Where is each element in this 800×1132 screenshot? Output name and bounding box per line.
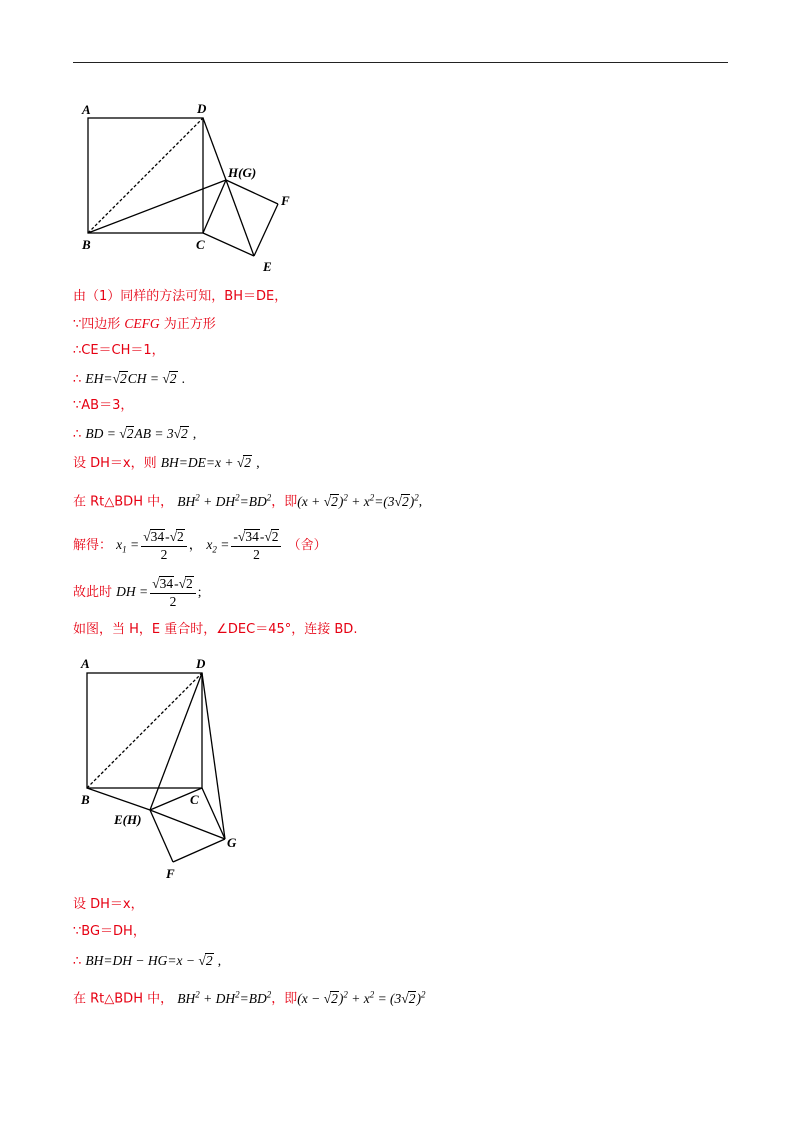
fraction-x1: $\frac{√34-√2}{2}$	[141, 528, 187, 563]
line-5-text: ∵AB＝3，	[73, 398, 134, 413]
figure-1-square-diagram	[70, 95, 310, 280]
line-14: ∴ BH=DH − HG=x − √2 ,	[73, 953, 222, 969]
line-12	[73, 897, 144, 913]
line-9-prefix: 解得：	[73, 538, 113, 553]
line-15	[73, 986, 425, 1008]
line-2-var: CEFG	[124, 316, 160, 331]
formula-x1: $x_1$ =	[116, 537, 140, 555]
formula-bh-de: BH=DE=x + √2	[160, 455, 252, 470]
line-1	[73, 289, 287, 305]
line-8-mid: ，即	[271, 494, 298, 510]
header-rule	[73, 62, 728, 63]
line-3-text: ∴CE＝CH＝1，	[73, 343, 165, 358]
line-2-suffix: 为正方形	[159, 317, 216, 332]
line-11	[73, 622, 357, 638]
fig1-label-E: E	[263, 259, 272, 274]
fraction-dh: $\frac{√34-√2}{2}$	[150, 575, 196, 610]
line-2-prefix: ∵四边形	[73, 317, 125, 332]
line-12-text: 设 DH＝x，	[73, 897, 144, 912]
line-2	[73, 316, 216, 333]
line-13-text: ∵BG＝DH，	[73, 924, 146, 939]
line-8-prefix: 在 Rt△BDH 中，	[73, 494, 174, 510]
fig1-label-B: B	[82, 237, 91, 252]
formula-pythag-2b: $(x - √2)^2 + x^2 = (3√2)^2$	[297, 989, 426, 1006]
line-9-suffix: （舍）	[287, 538, 327, 553]
line-8: 在 Rt△BDH 中， $BH^2 + DH^2=BD^2$，即$(x + √2)^2 + x^2=(3√2)^2$,	[73, 492, 423, 510]
line-11-text: 如图，当 H，E 重合时，∠DEC＝45°，连接 BD.	[73, 622, 358, 637]
formula-pythag-2: $BH^2 + DH^2=BD^2$	[177, 989, 272, 1006]
figure-2-square-diagram	[70, 652, 280, 882]
fig2-label-G: G	[227, 835, 237, 850]
line-7-prefix: 设 DH＝x，则	[73, 456, 161, 471]
formula-bd: BD = √2AB = 3√2	[85, 426, 188, 441]
formula-eh: EH=√2CH = √2	[85, 371, 177, 386]
fig1-label-D: D	[197, 101, 207, 116]
line-10-prefix: 故此时	[73, 585, 117, 600]
fig1-label-A: A	[82, 102, 91, 117]
fig2-label-A: A	[81, 656, 90, 671]
formula-x2: $x_2$ =	[206, 537, 230, 555]
fig1-label-C: C	[196, 237, 205, 252]
formula-dh: DH =	[116, 584, 149, 599]
fig2-label-F: F	[166, 866, 175, 881]
line-1-text: 由（1）同样的方法可知，BH＝DE，	[73, 289, 288, 304]
line-3	[73, 343, 165, 359]
line-7: 设 DH＝x，则 BH=DE=x + √2 ,	[73, 455, 260, 471]
formula-pythag-1b: $(x + √2)^2 + x^2=(3√2)^2$	[297, 492, 419, 509]
fig2-label-D: D	[196, 656, 206, 671]
line-4-prefix: ∴	[73, 372, 86, 387]
line-15-prefix: 在 Rt△BDH 中，	[73, 991, 174, 1007]
line-6: ∴ BD = √2AB = 3√2 ,	[73, 426, 197, 442]
line-4: ∴ EH=√2CH = √2 .	[73, 371, 186, 387]
line-13	[73, 924, 146, 940]
fig1-label-HG: H(G)	[228, 165, 257, 180]
line-6-prefix: ∴	[73, 427, 86, 442]
line-15-mid: ，即	[271, 991, 298, 1007]
line-10: 故此时 DH = $\frac{√34-√2}{2}$ ;	[73, 576, 202, 609]
fig2-label-EH: E(H)	[114, 812, 142, 827]
fig1-label-F: F	[281, 193, 290, 208]
fig2-label-B: B	[81, 792, 90, 807]
fig2-label-C: C	[190, 792, 199, 807]
formula-pythag-1: $BH^2 + DH^2=BD^2$	[177, 492, 272, 509]
line-5	[73, 398, 133, 414]
line-14-prefix: ∴	[73, 954, 86, 969]
formula-bh-2: BH=DH − HG=x − √2	[85, 953, 213, 968]
fraction-x2: $\frac{-√34-√2}{2}$	[231, 528, 281, 563]
line-9: 解得： $x_1$ = $\frac{√34-√2}{2}$ ， $x_2$ = $\frac{-√34-√2}{2}$ （舍）	[73, 529, 327, 562]
